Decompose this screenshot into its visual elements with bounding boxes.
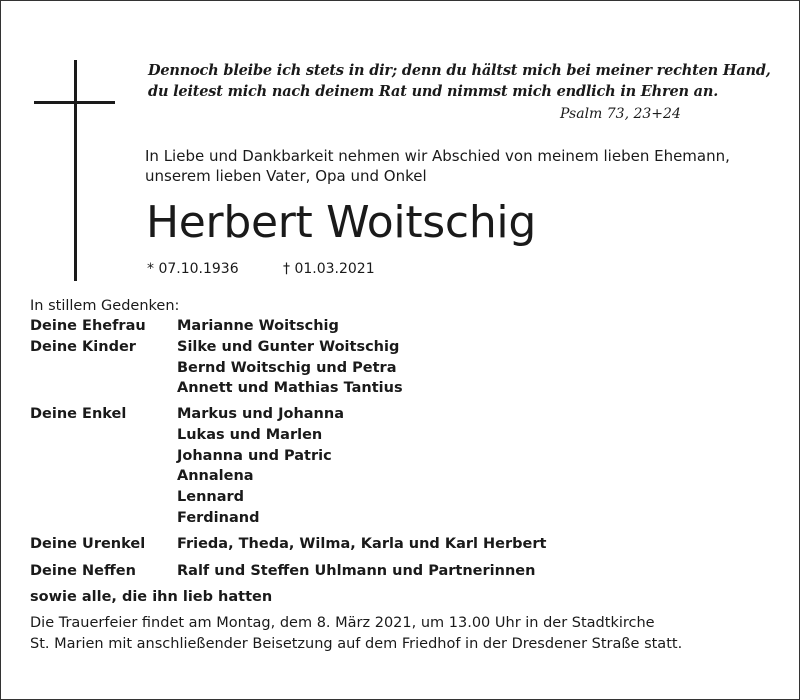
intro-text [145,146,730,186]
mourner-group-label: Deine Ehefrau [30,318,146,334]
quote-line: Dennoch bleibe ich stets in dir; denn du hältst mich bei meiner rechten Hand, [148,62,771,79]
mourner-name: Frieda, Theda, Wilma, Karla und Karl Herbert [177,536,547,552]
deceased-name: Herbert Woitschig [146,197,536,248]
funeral-line: St. Marien mit anschließender Beisetzung auf dem Friedhof in der Dresdener Straße statt. [30,635,683,652]
intro-line: In Liebe und Dankbarkeit nehmen wir Abschied von meinem lieben Ehemann, [145,147,730,165]
all-loved-ones-line: sowie alle, die ihn lieb hatten [30,589,273,605]
death-date: † 01.03.2021 [283,261,375,277]
mourner-name: Silke und Gunter Woitschig [177,339,400,355]
mourner-name: Markus und Johanna [177,406,344,422]
funeral-notice [30,613,682,654]
bible-quote [148,60,771,102]
memorial-heading: In stillem Gedenken: [30,298,180,314]
mourner-group-label: Deine Neffen [30,563,136,579]
mourner-name: Annalena [177,468,254,485]
mourner-name: Lukas und Marlen [177,426,323,443]
mourner-name: Ralf und Steffen Uhlmann und Partnerinnen [177,563,536,579]
quote-line: du leitest mich nach deinem Rat und nimmst mich endlich in Ehren an. [148,83,719,100]
birth-date: * 07.10.1936 [147,261,239,277]
mourner-name: Annett und Mathias Tantius [177,380,403,396]
funeral-line: Die Trauerfeier findet am Montag, dem 8. März 2021, um 13.00 Uhr in der Stadtkirche [30,615,655,631]
mourner-group-label: Deine Urenkel [30,536,146,552]
quote-source: Psalm 73, 23+24 [560,106,681,122]
mourner-group-label: Deine Enkel [30,406,127,422]
mourner-group-label: Deine Kinder [30,339,136,355]
mourner-name: Johanna und Patric [177,447,332,464]
cross-horizontal-bar [34,101,115,104]
intro-line: unserem lieben Vater, Opa und Onkel [145,167,427,185]
mourner-name: Ferdinand [177,510,260,526]
mourner-name: Marianne Woitschig [177,318,339,334]
mourner-name: Lennard [177,489,245,506]
mourner-name: Bernd Woitschig und Petra [177,359,397,376]
cross-vertical-bar [74,60,77,281]
